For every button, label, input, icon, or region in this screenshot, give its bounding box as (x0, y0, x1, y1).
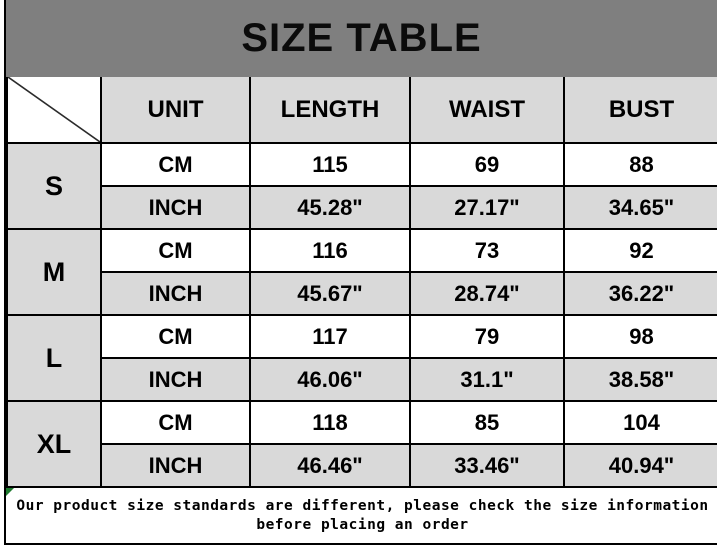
value-cell: 40.94" (564, 444, 717, 487)
table-row-s-cm (7, 143, 717, 186)
value-cell: 73 (410, 229, 564, 272)
value-cell: 115 (250, 143, 410, 186)
column-header-bust: BUST (564, 77, 717, 143)
footer-note-line2: before placing an order (256, 516, 469, 533)
table-row-xl-inch (7, 444, 717, 487)
page-title: SIZE TABLE (241, 16, 482, 60)
size-chart-sheet (4, 0, 717, 545)
unit-cell: INCH (101, 358, 250, 401)
size-label-l: L (7, 315, 101, 401)
diagonal-divider-line (8, 77, 100, 142)
table-row-m-cm (7, 229, 717, 272)
unit-cell: CM (101, 315, 250, 358)
corner-flag-icon (6, 488, 14, 496)
column-header-waist: WAIST (410, 77, 564, 143)
value-cell: 38.58" (564, 358, 717, 401)
column-header-length: LENGTH (250, 77, 410, 143)
unit-cell: CM (101, 401, 250, 444)
table-row-xl-cm (7, 401, 717, 444)
value-cell: 31.1" (410, 358, 564, 401)
value-cell: 88 (564, 143, 717, 186)
value-cell: 34.65" (564, 186, 717, 229)
column-header-row (7, 77, 717, 143)
footer-note-line1: Our product size standards are different, please check the size information (16, 497, 709, 514)
value-cell: 46.46" (250, 444, 410, 487)
value-cell: 69 (410, 143, 564, 186)
diagonal-corner-cell (7, 77, 101, 143)
value-cell: 45.28" (250, 186, 410, 229)
unit-cell: INCH (101, 444, 250, 487)
value-cell: 104 (564, 401, 717, 444)
value-cell: 45.67" (250, 272, 410, 315)
unit-cell: INCH (101, 186, 250, 229)
size-label-xl: XL (7, 401, 101, 487)
size-table (6, 77, 717, 488)
value-cell: 92 (564, 229, 717, 272)
value-cell: 36.22" (564, 272, 717, 315)
value-cell: 27.17" (410, 186, 564, 229)
value-cell: 118 (250, 401, 410, 444)
unit-cell: INCH (101, 272, 250, 315)
size-label-s: S (7, 143, 101, 229)
unit-cell: CM (101, 143, 250, 186)
table-row-l-cm (7, 315, 717, 358)
size-label-m: M (7, 229, 101, 315)
table-row-m-inch (7, 272, 717, 315)
value-cell: 116 (250, 229, 410, 272)
title-band (6, 0, 717, 77)
column-header-unit: UNIT (101, 77, 250, 143)
table-row-s-inch (7, 186, 717, 229)
value-cell: 85 (410, 401, 564, 444)
value-cell: 117 (250, 315, 410, 358)
unit-cell: CM (101, 229, 250, 272)
value-cell: 33.46" (410, 444, 564, 487)
value-cell: 79 (410, 315, 564, 358)
value-cell: 98 (564, 315, 717, 358)
footer-note (6, 488, 717, 545)
value-cell: 28.74" (410, 272, 564, 315)
table-row-l-inch (7, 358, 717, 401)
value-cell: 46.06" (250, 358, 410, 401)
